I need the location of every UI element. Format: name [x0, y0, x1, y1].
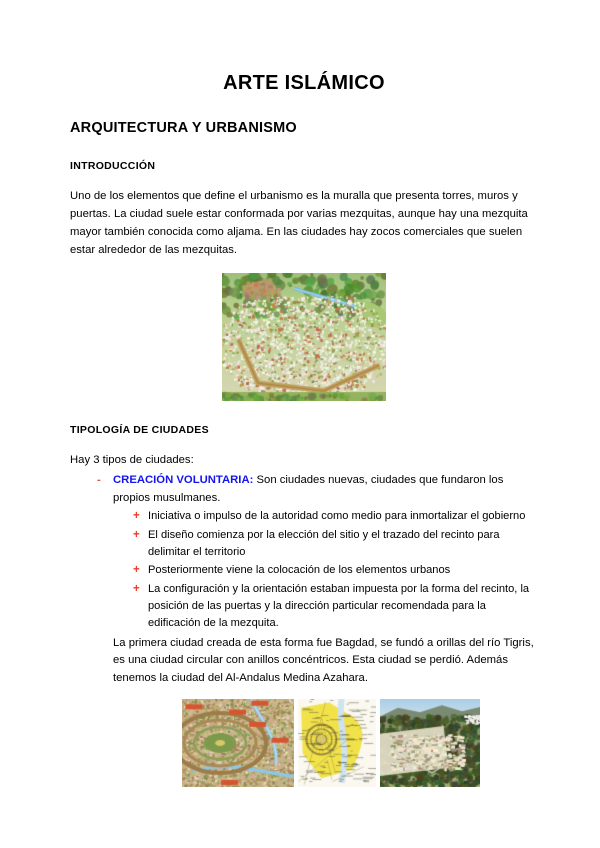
medina-azahara-aerial-photo	[380, 699, 480, 787]
plus-bullet-icon: +	[133, 510, 140, 523]
baghdad-historical-map	[298, 699, 376, 787]
list-item-label: El diseño comienza por la elección del sitio y el trazado del recinto para delimitar el territorio	[148, 528, 500, 559]
list-item	[113, 508, 538, 525]
list-item-label: Posteriormente viene la colocación de los elementos urbanos	[148, 564, 451, 577]
plus-bullet-icon: +	[133, 564, 140, 577]
plus-bullet-icon: +	[133, 528, 140, 541]
dash-bullet-icon: -	[97, 473, 101, 486]
intro-paragraph: Uno de los elementos que define el urbanismo es la muralla que presenta torres, muros y puertas. La ciudad suele estar conformada por varias mezquitas, aunque hay una mezquita mayor también conocida como aljama. En las ciudades hay zocos comerciales que suelen estar alrededor de las mezquitas.	[70, 189, 528, 256]
baghdad-circular-city-illustration	[182, 699, 294, 787]
aerial-illustration-walled-islamic-city	[222, 273, 386, 401]
list-item-text: Son ciudades nuevas, ciudades que fundaron los propios musulmanes.	[113, 473, 504, 504]
subsection-heading-tipologia: TIPOLOGÍA DE CIUDADES	[70, 424, 209, 437]
figure-city-aerial-container	[70, 273, 538, 401]
list-item-creacion-voluntaria	[70, 472, 538, 633]
tipologia-intro-line: Hay 3 tipos de ciudades:	[70, 453, 194, 466]
subsection-heading-introduccion: INTRODUCCIÓN	[70, 160, 156, 173]
bagdad-closing-paragraph: La primera ciudad creada de esta forma fue Bagdad, se fundó a orillas del río Tigris, es una ciudad circular con anillos concéntricos. Esta ciudad se perdió. Además tenemos la ciudad del Al-Andalus Medina Azahara.	[113, 636, 534, 685]
list-item	[113, 527, 538, 562]
tipologia-list	[70, 472, 538, 633]
list-item-lead-label: CREACIÓN VOLUNTARIA:	[113, 473, 254, 486]
list-item-label: La configuración y la orientación estaban impuesta por la forma del recinto, la posición de las puertas y la dirección particular recomendada para la edificación de la mezquita.	[148, 582, 530, 630]
page-title: ARTE ISLÁMICO	[223, 72, 385, 94]
creacion-voluntaria-sublist	[113, 508, 538, 632]
plus-bullet-icon: +	[133, 582, 140, 595]
list-item-label: Iniciativa o impulso de la autoridad como medio para inmortalizar el gobierno	[148, 510, 526, 523]
list-item	[113, 581, 538, 633]
figure-row-bagdad-azahara	[70, 699, 538, 787]
section-heading-arquitectura: ARQUITECTURA Y URBANISMO	[70, 120, 297, 136]
list-item	[113, 562, 538, 579]
